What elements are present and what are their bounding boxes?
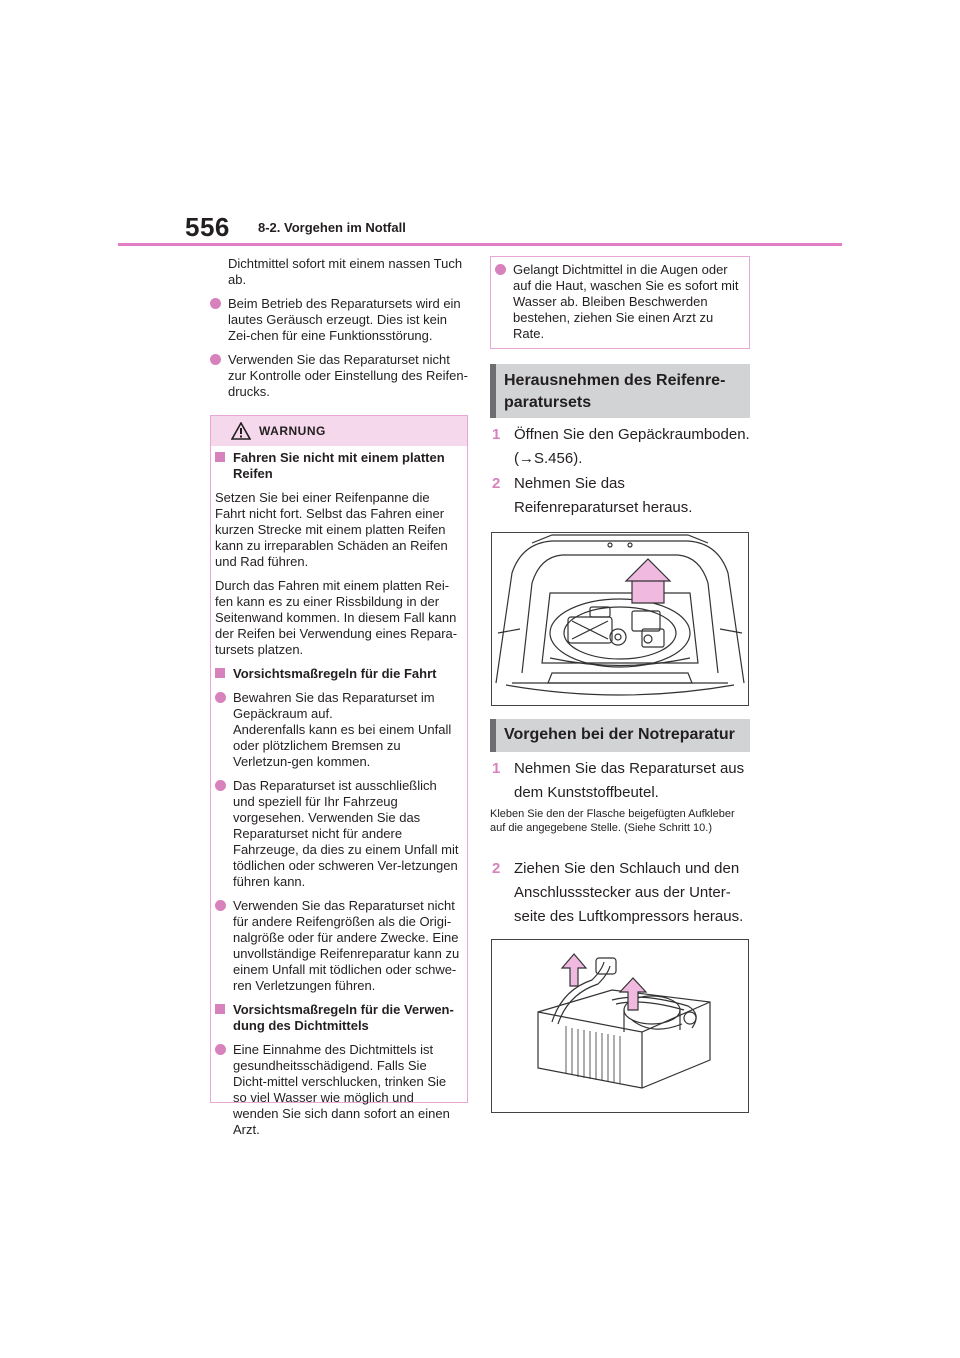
bullet-text: Verwenden Sie das Reparaturset nicht für andere Reifengrößen als die Origi-nalgröße oder für andere Zwecke. Eine unvollständige Reifenreparatur kann zu einem Unfall mit tödlichen oder schwe-ren Verletzungen führen. [233,898,460,993]
left-column-text [210,256,470,408]
step-item [490,857,752,929]
section-heading-procedure: Vorgehen bei der Notreparatur [490,719,750,752]
warning-body [215,450,461,1146]
step-number: 1 [492,426,501,443]
bullet-icon [495,264,506,275]
list-item [210,352,470,400]
step-number: 2 [492,860,501,877]
bullet-icon [215,780,226,791]
list-item [215,1042,461,1138]
step-text: Nehmen Sie das Reifenreparaturset heraus. [514,475,693,516]
compressor-drawing [492,940,748,1112]
warning-header [211,416,467,446]
list-item [215,690,461,770]
trunk-illustration [491,532,749,706]
continuation-text: Dichtmittel sofort mit einem nassen Tuch ab. [228,256,463,287]
header-rule [118,243,842,246]
step-text: Ziehen Sie den Schlauch und den Anschlussstecker aus der Unter-seite des Luftkompressors heraus. [514,860,744,925]
step-number: 2 [492,475,501,492]
bullet-text: Gelangt Dichtmittel in die Augen oder auf die Haut, waschen Sie es sofort mit Wasser ab. Bleiben Beschwerden bestehen, ziehen Sie einen Arzt zu Rate. [513,262,739,341]
bullet-text: Beim Betrieb des Reparatursets wird ein lautes Geräusch erzeugt. Dies ist kein Zei-chen für eine Funktionsstörung. [228,296,461,343]
note-box [490,256,750,349]
step-item [490,757,752,805]
warning-subheading-text: Fahren Sie nicht mit einem platten Reifen [233,450,445,481]
warning-paragraph: Durch das Fahren mit einem platten Rei-fen kann es zu einer Rissbildung in der Seitenwand kommen. In diesem Fall kann der Reifen bei Verwendung eines Repara-tursets platzen. [215,578,458,657]
warning-triangle-icon [231,422,251,440]
warning-subheading [215,450,461,482]
bullet-text: Das Reparaturset ist ausschließlich und speziell für Ihr Fahrzeug vorgesehen. Verwenden Sie das Reparaturset nicht für andere Fahrzeuge, da dies zu einem Unfall mit tödlichen oder schweren Ver-letzungen führen kann. [233,778,459,889]
bullet-icon [215,1044,226,1055]
bullet-icon [210,298,221,309]
warning-subheading-text: Vorsichtsmaßregeln für die Fahrt [233,666,437,681]
square-bullet-icon [215,452,225,462]
list-item [215,898,461,994]
list-item [495,262,743,342]
step-item [490,472,752,520]
step-text: Nehmen Sie das Reparaturset aus dem Kunststoffbeutel. [514,760,745,801]
step-item [490,423,752,471]
bullet-text: Verwenden Sie das Reparaturset nicht zur Kontrolle oder Einstellung des Reifen-drucks. [228,352,468,399]
bullet-icon [215,692,226,703]
bullet-text: Anderenfalls kann es bei einem Unfall oder plötzlichem Bremsen zu Verletzun-gen kommen. [233,722,452,769]
step-number: 1 [492,760,501,777]
bullet-text: Eine Einnahme des Dichtmittels ist gesundheitsschädigend. Falls Sie Dicht-mittel verschlucken, trinken Sie so viel Wasser wie möglich und wenden Sie sich dann sofort an einen Arzt. [233,1042,450,1137]
warning-label: WARNUNG [259,424,326,438]
compressor-illustration [491,939,749,1113]
list-item [210,296,470,344]
warning-paragraph: Setzen Sie bei einer Reifenpanne die Fahrt nicht fort. Selbst das Fahren einer kurzen Strecke mit einem platten Reifen kann zu irreparablen Schäden an Reifen und Rad führen. [215,490,448,569]
step-text: Öffnen Sie den Gepäckraumboden. (→S.456). [514,426,750,467]
warning-box [210,415,468,1137]
bullet-text: Bewahren Sie das Reparaturset im Gepäckraum auf. [233,690,435,721]
bullet-icon [215,900,226,911]
trunk-drawing [492,533,748,705]
step-note: Kleben Sie den der Flasche beigefügten Aufkleber auf die angegebene Stelle. (Siehe Schritt 10.) [490,808,735,834]
warning-subheading [215,666,461,682]
bullet-icon [210,354,221,365]
page-number: 556 [185,212,230,242]
square-bullet-icon [215,668,225,678]
square-bullet-icon [215,1004,225,1014]
section-title: 8-2. Vorgehen im Notfall [258,220,406,235]
warning-subheading-text: Vorsichtsmaßregeln für die Verwen-dung des Dichtmittels [233,1002,454,1033]
section-heading-remove: Herausnehmen des Reifenre-paratursets [490,364,750,418]
warning-subheading [215,1002,461,1034]
list-item [215,778,461,890]
